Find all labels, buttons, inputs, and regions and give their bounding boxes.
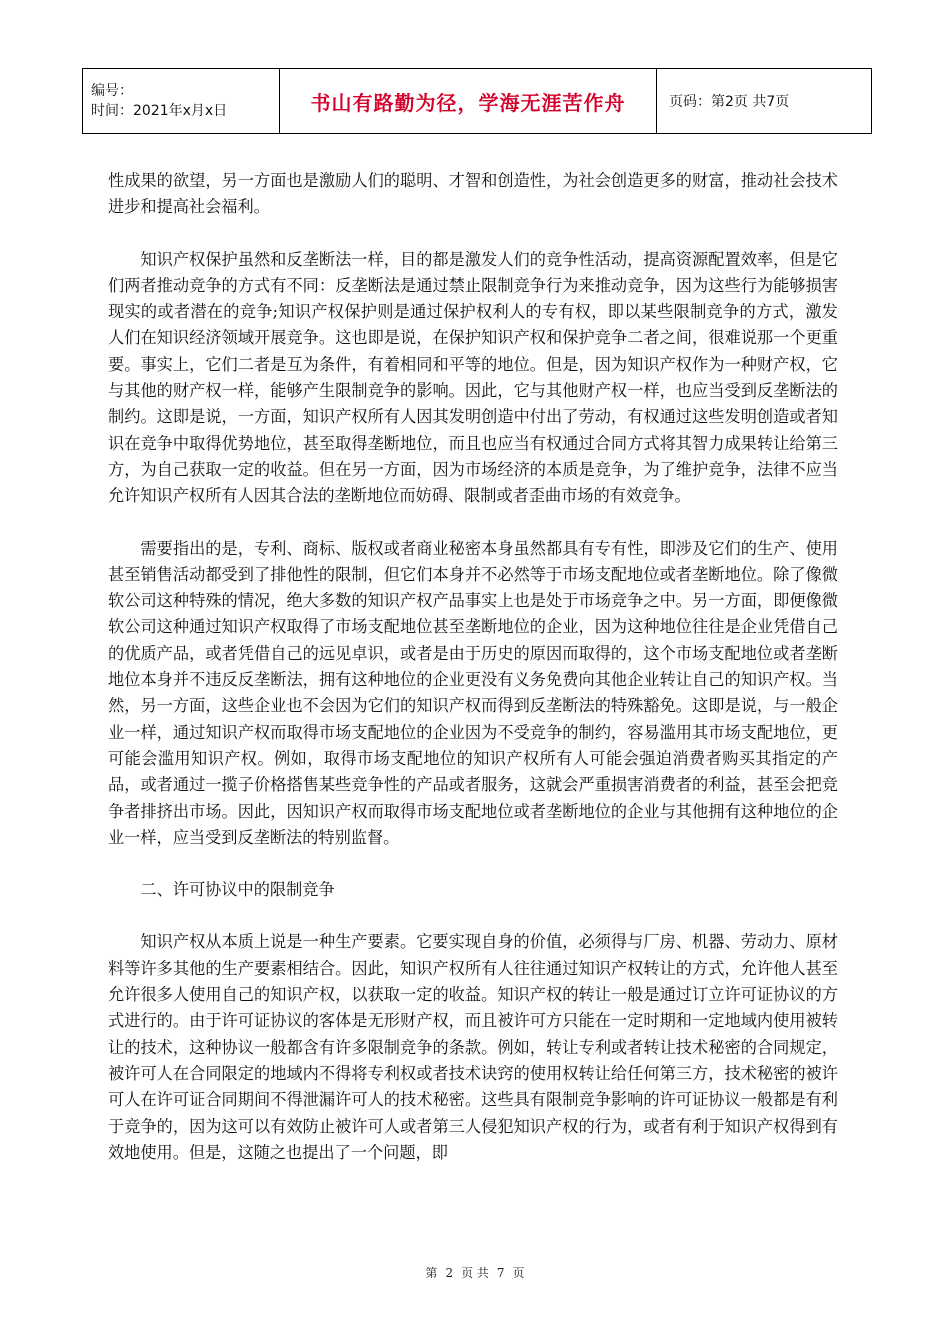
- paragraph: 知识产权从本质上说是一种生产要素。它要实现自身的价值，必须得与厂房、机器、劳动力、原材料等许多其他的生产要素相结合。因此，知识产权所有人往往通过知识产权转让的方式，允许他人甚至允许很多人使用自己的知识产权，以获取一定的收益。知识产权的转让一般是通过订立许可证协议的方式进行的。由于许可证协议的客体是无形财产权，而且被许可方只能在一定时期和一定地域内使用被转让的技术，这种协议一般都含有许多限制竞争的条款。例如，转让专利或者转让技术秘密的合同规定，被许可人在合同限定的地域内不得将专利权或者技术诀窍的使用权转让给任何第三方，技术秘密的被许可人在许可证合同期间不得泄漏许可人的技术秘密。这些具有限制竞争影响的许可证协议一般都是有利于竞争的，因为这可以有效防止被许可人或者第三人侵犯知识产权的行为，或者有利于知识产权得到有效地使用。但是，这随之也提出了一个问题，即: [108, 932, 838, 1162]
- document-body: [108, 168, 838, 1166]
- document-header: [82, 68, 872, 134]
- paragraph: 需要指出的是，专利、商标、版权或者商业秘密本身虽然都具有专有性，即涉及它们的生产、使用甚至销售活动都受到了排他性的限制，但它们本身并不必然等于市场支配地位或者垄断地位。除了像微软公司这种特殊的情况，绝大多数的知识产权产品事实上也是处于市场竞争之中。另一方面，即便像微软公司这种通过知识产权取得了市场支配地位甚至垄断地位的企业，因为这种地位往往是企业凭借自己的优质产品，或者凭借自己的远见卓识，或者是由于历史的原因而取得的，这个市场支配地位或者垄断地位本身并不违反反垄断法，拥有这种地位的企业更没有义务免费向其他企业转让自己的知识产权。当然，另一方面，这些企业也不会因为它们的知识产权而得到反垄断法的特殊豁免。这即是说，与一般企业一样，通过知识产权而取得市场支配地位的企业因为不受竞争的制约，容易滥用其市场支配地位，更可能会滥用知识产权。例如，取得市场支配地位的知识产权所有人可能会强迫消费者购买其指定的产品，或者通过一揽子价格搭售某些竞争性的产品或者服务，这就会严重损害消费者的利益，甚至会把竞争者排挤出市场。因此，因知识产权而取得市场支配地位或者垄断地位的企业与其他拥有这种地位的企业一样，应当受到反垄断法的特别监督。: [108, 538, 838, 847]
- footer-page-total: 7: [496, 1266, 505, 1280]
- header-meta-cell: [83, 69, 280, 134]
- header-page-info: 页码：第2页 共7页: [669, 94, 790, 110]
- paragraph-continuation: 性成果的欲望，另一方面也是激励人们的聪明、才智和创造性，为社会创造更多的财富，推动社会技术进步和提高社会福利。: [108, 171, 838, 217]
- header-page-cell: [657, 69, 872, 134]
- header-motto: 书山有路勤为径，学海无涯苦作舟: [310, 90, 626, 115]
- paragraph: 知识产权保护虽然和反垄断法一样，目的都是激发人们的竞争性活动，提高资源配置效率，但是它们两者推动竞争的方式有不同：反垄断法是通过禁止限制竞争行为来推动竞争，因为这些行为能够损害现实的或者潜在的竞争;知识产权保护则是通过保护权利人的专有权，即以某些限制竞争的方式，激发人们在知识经济领域开展竞争。这也即是说，在保护知识产权和保护竞争二者之间，很难说那一个更重要。事实上，它们二者是互为条件，有着相同和平等的地位。但是，因为知识产权作为一种财产权，它与其他的财产权一样，能够产生限制竞争的影响。因此，它与其他财产权一样，也应当受到反垄断法的制约。这即是说，一方面，知识产权所有人因其发明创造中付出了劳动，有权通过这些发明创造或者知识在竞争中取得优势地位，甚至取得垄断地位，而且也应当有权通过合同方式将其智力成果转让给第三方，为自己获取一定的收益。但在另一方面，因为市场经济的本质是竞争，为了维护竞争，法律不应当允许知识产权所有人因其合法的垄断地位而妨碍、限制或者歪曲市场的有效竞争。: [108, 249, 838, 506]
- document-date-label: 时间：2021年x月x日: [91, 103, 228, 119]
- footer-page-prefix: 第: [425, 1266, 438, 1280]
- document-number-label: 编号：: [91, 83, 133, 99]
- section-heading: 二、许可协议中的限制竞争: [140, 880, 335, 900]
- footer-page-current: 2: [445, 1266, 454, 1280]
- page-footer: [0, 1264, 950, 1281]
- footer-page-mid: 页 共: [461, 1266, 489, 1280]
- header-motto-cell: [280, 69, 657, 134]
- footer-page-suffix: 页: [512, 1266, 525, 1280]
